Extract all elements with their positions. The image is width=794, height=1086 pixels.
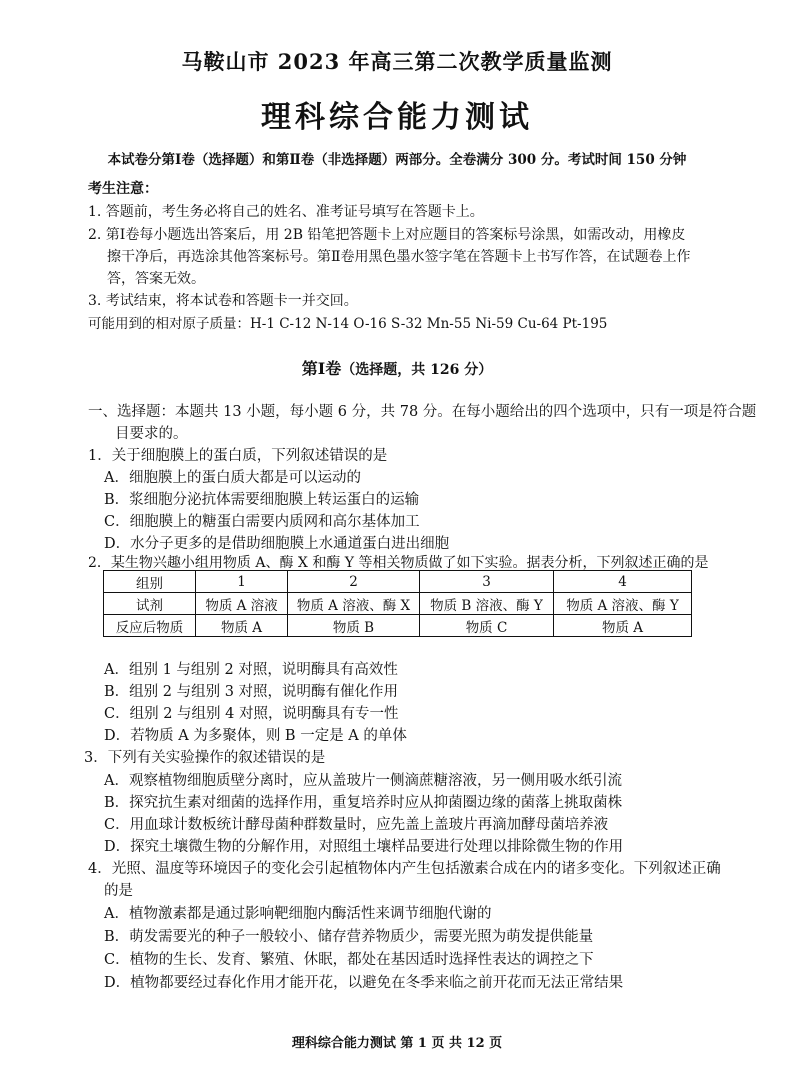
q2-stem: 2．某生物兴趣小组用物质 A、酶 X 和酶 Y 等相关物质做了如下实验。据表分析，下列叙述正确的是 xyxy=(88,555,709,571)
q4-stem-line-2: 的是 xyxy=(104,883,133,899)
table-cell: 物质 A 溶液 xyxy=(196,593,288,615)
q4-option-a: A．植物激素都是通过影响靶细胞内酶活性来调节细胞代谢的 xyxy=(104,906,492,922)
section-subtitle: （选择题，共 126 分） xyxy=(341,362,493,378)
q1-option-a: A．细胞膜上的蛋白质大都是可以运动的 xyxy=(104,470,361,486)
notice-item-3: 3. 考试结束，将本试卷和答题卡一并交回。 xyxy=(88,293,358,309)
q3-option-b: B．探究抗生素对细菌的选择作用，重复培养时应从抑菌圈边缘的菌落上挑取菌株 xyxy=(104,795,623,811)
table-cell: 组别 xyxy=(104,571,196,593)
table-cell: 4 xyxy=(554,571,692,593)
atomic-mass-line: 可能用到的相对原子质量：H-1 C-12 N-14 O-16 S-32 Mn-55 Ni-59 Cu-64 Pt-195 xyxy=(88,316,608,332)
table-row xyxy=(104,615,692,637)
table-cell: 1 xyxy=(196,571,288,593)
q3-option-c: C．用血球计数板统计酵母菌种群数量时，应先盖上盖玻片再滴加酵母菌培养液 xyxy=(104,817,609,833)
notice-item-2-cont2: 答，答案无效。 xyxy=(107,271,205,287)
q4-stem-line-1: 4．光照、温度等环境因子的变化会引起植物体内产生包括激素合成在内的诸多变化。下列叙述正确 xyxy=(88,861,721,877)
table-cell: 反应后物质 xyxy=(104,615,196,637)
instruction-line-1: 一、选择题：本题共 13 小题，每小题 6 分，共 78 分。在每小题给出的四个选项中，只有一项是符合题 xyxy=(88,404,757,420)
table-cell: 物质 A 溶液、酶 Y xyxy=(554,593,692,615)
exam-intro: 本试卷分第Ⅰ卷（选择题）和第Ⅱ卷（非选择题）两部分。全卷满分 300 分。考试时间 150 分钟 xyxy=(107,152,687,168)
exam-subject-title: 理科综合能力测试 xyxy=(261,100,533,135)
table-cell: 物质 B xyxy=(288,615,420,637)
notice-item-2-cont: 擦干净后，再选涂其他答案标号。第Ⅱ卷用黑色墨水签字笔在答题卡上书写作答，在试题卷上作 xyxy=(107,249,691,265)
q2-option-b: B．组别 2 与组别 3 对照，说明酶有催化作用 xyxy=(104,684,399,700)
q1-option-c: C．细胞膜上的糖蛋白需要内质网和高尔基体加工 xyxy=(104,514,420,530)
q4-option-b: B．萌发需要光的种子一般较小、储存营养物质少，需要光照为萌发提供能量 xyxy=(104,929,594,945)
notice-item-2: 2. 第Ⅰ卷每小题选出答案后，用 2B 铅笔把答题卡上对应题目的答案标号涂黑，如需改动，用橡皮 xyxy=(88,227,686,243)
table-cell: 3 xyxy=(420,571,554,593)
table-row xyxy=(104,571,692,593)
q4-option-c: C．植物的生长、发育、繁殖、休眠，都处在基因适时选择性表达的调控之下 xyxy=(104,952,594,968)
q3-option-a: A．观察植物细胞质壁分离时，应从盖玻片一侧滴蔗糖溶液，另一侧用吸水纸引流 xyxy=(104,773,622,789)
table-cell: 物质 C xyxy=(420,615,554,637)
instruction-line-2: 目要求的。 xyxy=(115,426,188,442)
q2-option-d: D．若物质 A 为多聚体，则 B 一定是 A 的单体 xyxy=(104,728,407,744)
q1-stem: 1．关于细胞膜上的蛋白质，下列叙述错误的是 xyxy=(88,448,388,464)
q3-stem: 3．下列有关实验操作的叙述错误的是 xyxy=(84,750,326,766)
table-cell: 物质 A xyxy=(196,615,288,637)
notice-item-1: 1. 答题前，考生务必将自己的姓名、准考证号填写在答题卡上。 xyxy=(88,204,484,220)
exam-header-title: 马鞍山市 2023 年高三第二次教学质量监测 xyxy=(181,49,613,74)
q4-option-d: D．植物都要经过春化作用才能开花，以避免在冬季来临之前开花而无法正常结果 xyxy=(104,975,624,991)
notice-title: 考生注意： xyxy=(88,181,158,197)
page-footer: 理科综合能力测试 第 1 页 共 12 页 xyxy=(291,1036,503,1051)
table-cell: 物质 B 溶液、酶 Y xyxy=(420,593,554,615)
table-row xyxy=(104,593,692,615)
experiment-table xyxy=(103,570,692,637)
q3-option-d: D．探究土壤微生物的分解作用，对照组土壤样品要进行处理以排除微生物的作用 xyxy=(104,839,624,855)
section-title: 第Ⅰ卷 xyxy=(301,359,342,378)
table-cell: 试剂 xyxy=(104,593,196,615)
table-cell: 物质 A xyxy=(554,615,692,637)
q1-option-d: D．水分子更多的是借助细胞膜上水通道蛋白进出细胞 xyxy=(104,536,450,552)
table-cell: 2 xyxy=(288,571,420,593)
section-heading xyxy=(0,356,794,379)
q2-option-c: C．组别 2 与组别 4 对照，说明酶具有专一性 xyxy=(104,706,399,722)
q1-option-b: B．浆细胞分泌抗体需要细胞膜上转运蛋白的运输 xyxy=(104,492,420,508)
table-cell: 物质 A 溶液、酶 X xyxy=(288,593,420,615)
q2-option-a: A．组别 1 与组别 2 对照，说明酶具有高效性 xyxy=(104,662,398,678)
